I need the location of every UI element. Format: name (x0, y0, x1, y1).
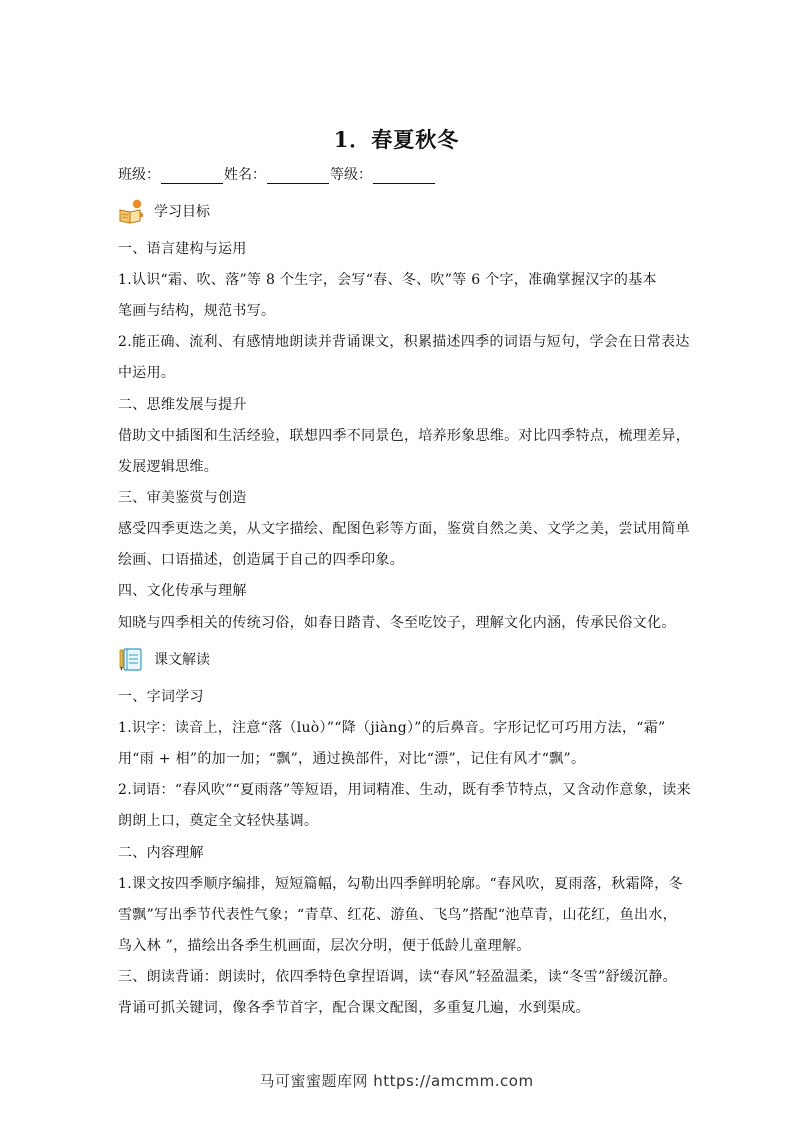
footer-watermark: 马可蜜蜜题库网 https://amcmm.com (259, 1072, 534, 1090)
body-line: 2.能正确、流利、有感情地朗读并背诵课文，积累描述四季的词语与短句，学会在日常表达 (118, 334, 690, 350)
body-line: 一、语言建构与运用 (118, 241, 247, 257)
body-line: 感受四季更迭之美，从文字描绘、配图色彩等方面，鉴赏自然之美、文学之美，尝试用简单 (118, 521, 690, 537)
section-heading-text: 学习目标 (154, 204, 210, 220)
body-line: 1.认识“霜、吹、落”等 8 个生字，会写“春、冬、吹”等 6 个字，准确掌握汉字的基本 (118, 272, 657, 288)
class-blank[interactable] (161, 167, 223, 184)
class-label: 班级： (118, 167, 160, 183)
name-label: 姓名： (224, 167, 266, 183)
body-line: 背诵可抓关键词，像各季节首字，配合课文配图，多重复几遍，水到渠成。 (118, 1000, 590, 1016)
grade-label: 等级： (330, 167, 372, 183)
body-line: 中运用。 (118, 365, 176, 381)
body-line: 鸟入林 ”，描绘出各季生机画面，层次分明，便于低龄儿童理解。 (118, 938, 531, 954)
body-line: 2.词语：“春风吹”“夏雨落”等短语，用词精准、生动，既有季节特点，又含动作意象，读来 (118, 782, 691, 798)
body-line: 朗朗上口，奠定全文轻快基调。 (118, 813, 319, 829)
body-line: 雪飘”写出季节代表性气象；“青草、红花、游鱼、飞鸟”搭配“池草青，山花红，鱼出水， (118, 907, 677, 923)
body-line: 二、思维发展与提升 (118, 397, 247, 413)
body-line: 借助文中插图和生活经验，联想四季不同景色，培养形象思维。对比四季特点，梳理差异， (118, 428, 690, 444)
grade-blank[interactable] (373, 167, 435, 184)
body-line: 二、内容理解 (118, 845, 204, 861)
body-line: 三、朗读背诵：朗读时，依四季特色拿捏语调，读“春风”轻盈温柔，读“冬雪”舒缓沉静。 (118, 969, 677, 985)
reading-person-icon (118, 198, 146, 224)
body-line: 一、字词学习 (118, 689, 204, 705)
section-heading-goals (118, 198, 210, 224)
page-title: 1．春夏秋冬 (333, 127, 460, 152)
section-heading-text: 课文解读 (154, 652, 210, 668)
body-line: 知晓与四季相关的传统习俗，如春日踏青、冬至吃饺子，理解文化内涵，传承民俗文化。 (118, 615, 676, 631)
body-line: 1.识字：读音上，注意“落（luò）”“降（jiàng）”的后鼻音。字形记忆可巧用方法，“霜” (118, 720, 666, 736)
body-line: 笔画与结构，规范书写。 (118, 303, 276, 319)
body-line: 发展逻辑思维。 (118, 459, 219, 475)
notebook-pencil-icon (118, 646, 146, 672)
body-line: 三、审美鉴赏与创造 (118, 490, 247, 506)
section-heading-reading (118, 646, 210, 672)
body-line: 四、文化传承与理解 (118, 583, 247, 599)
body-line: 用“雨 + 相”的加一加；“飘”，通过换部件，对比“漂”，记住有风才“飘”。 (118, 751, 586, 767)
body-line: 1.课文按四季顺序编排，短短篇幅，勾勒出四季鲜明轮廓。“春风吹，夏雨落，秋霜降，冬 (118, 876, 683, 892)
name-blank[interactable] (267, 167, 329, 184)
body-line: 绘画、口语描述，创造属于自己的四季印象。 (118, 552, 404, 568)
student-info-row (118, 164, 436, 184)
